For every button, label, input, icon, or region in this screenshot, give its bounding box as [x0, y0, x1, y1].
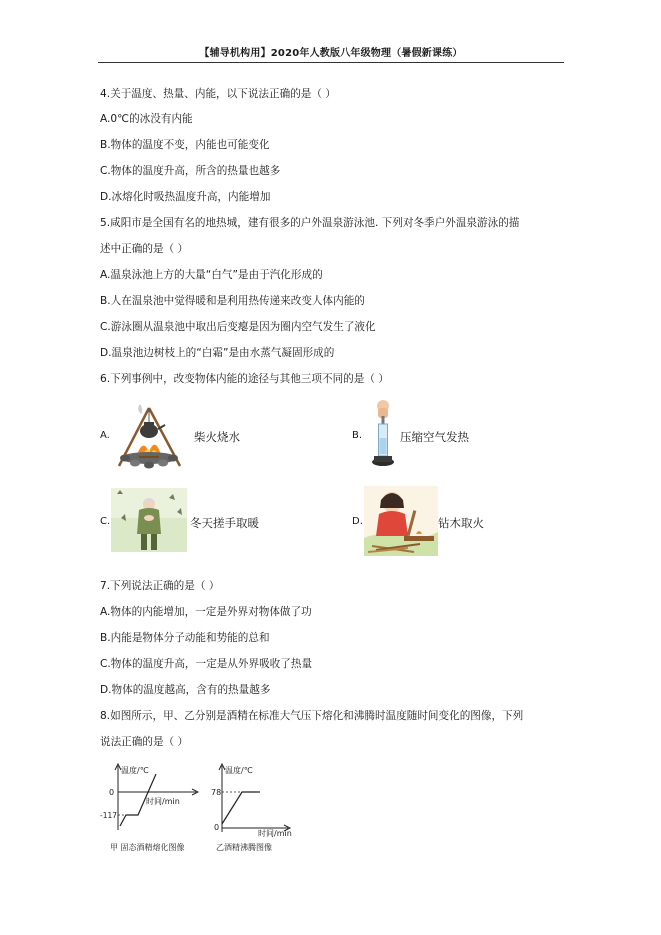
q4-option-d: D.冰熔化时吸热温度升高，内能增加 [100, 191, 271, 203]
boiling-tick-78: 78 [211, 788, 222, 797]
q5-stem-line1: 5.咸阳市是全国有名的地热城，建有很多的户外温泉游泳池. 下列对冬季户外温泉游泳的描 [100, 217, 520, 229]
melting-tick-zero: 0 [109, 788, 115, 797]
q7-stem: 7.下列说法正确的是（ ） [100, 580, 220, 592]
q7-option-b: B.内能是物体分子动能和势能的总和 [100, 632, 270, 644]
page-header: 【辅导机构用】2020年人教版八年级物理（暑假新课练） [199, 48, 463, 59]
q7-option-a: A.物体的内能增加，一定是外界对物体做了功 [100, 606, 312, 618]
boiling-y-label: 温度/℃ [225, 766, 253, 775]
q6-option-c-letter: C. [100, 516, 111, 527]
q4-stem: 4.关于温度、热量、内能，以下说法正确的是（ ） [100, 88, 336, 100]
q7-option-c: C.物体的温度升高，一定是从外界吸收了热量 [100, 658, 313, 670]
q8-stem-line1: 8.如图所示，甲、乙分别是酒精在标准大气压下熔化和沸腾时温度随时间变化的图像，下列 [100, 710, 524, 722]
air-compression-picture [366, 398, 400, 470]
q5-option-c: C.游泳圈从温泉池中取出后变瘪是因为圈内空气发生了液化 [100, 321, 376, 333]
q4-option-a: A.0℃的冰没有内能 [100, 113, 193, 125]
melting-x-label: 时间/min [146, 797, 180, 806]
q7-option-d: D.物体的温度越高，含有的热量越多 [100, 684, 271, 696]
q5-option-a: A.温泉泳池上方的大量“白气”是由于汽化形成的 [100, 269, 323, 281]
q6-option-a-label: 柴火烧水 [194, 430, 240, 444]
q6-stem: 6.下列事例中，改变物体内能的途径与其他三项不同的是（ ） [100, 373, 389, 385]
q5-option-d: D.温泉池边树枝上的“白霜”是由水蒸气凝固形成的 [100, 347, 335, 359]
q5-option-b: B.人在温泉池中觉得暖和是利用热传递来改变人体内能的 [100, 295, 365, 307]
boiling-caption: 乙酒精沸腾图像 [216, 843, 272, 852]
melting-caption: 甲 固态酒精熔化图像 [110, 843, 185, 852]
q6-option-d-letter: D. [352, 516, 363, 527]
boiling-x-label: 时间/min [258, 829, 292, 838]
q6-option-c-label: 冬天搓手取暖 [190, 516, 259, 530]
q6-option-a-letter: A. [100, 430, 110, 441]
q4-option-c: C.物体的温度升高，所含的热量也越多 [100, 165, 281, 177]
q6-option-b-letter: B. [352, 430, 363, 441]
q6-option-b-label: 压缩空气发热 [400, 430, 469, 444]
boiling-curve [222, 792, 260, 824]
melting-y-label: 温度/℃ [121, 766, 149, 775]
boiling-tick-zero: 0 [214, 823, 220, 832]
q5-stem-line2: 述中正确的是（ ） [100, 243, 189, 255]
campfire-kettle-picture [111, 400, 188, 470]
melting-graph [98, 760, 208, 856]
boiling-graph [208, 760, 308, 856]
winter-hand-rubbing-picture [111, 488, 187, 552]
q6-option-d-label: 钻木取火 [438, 516, 484, 530]
melting-tick-neg117: -117 [100, 811, 118, 820]
header-divider [98, 62, 564, 63]
wood-drilling-fire-picture [364, 486, 438, 556]
q4-option-b: B.物体的温度不变，内能也可能变化 [100, 139, 270, 151]
q8-stem-line2: 说法正确的是（ ） [100, 736, 189, 748]
